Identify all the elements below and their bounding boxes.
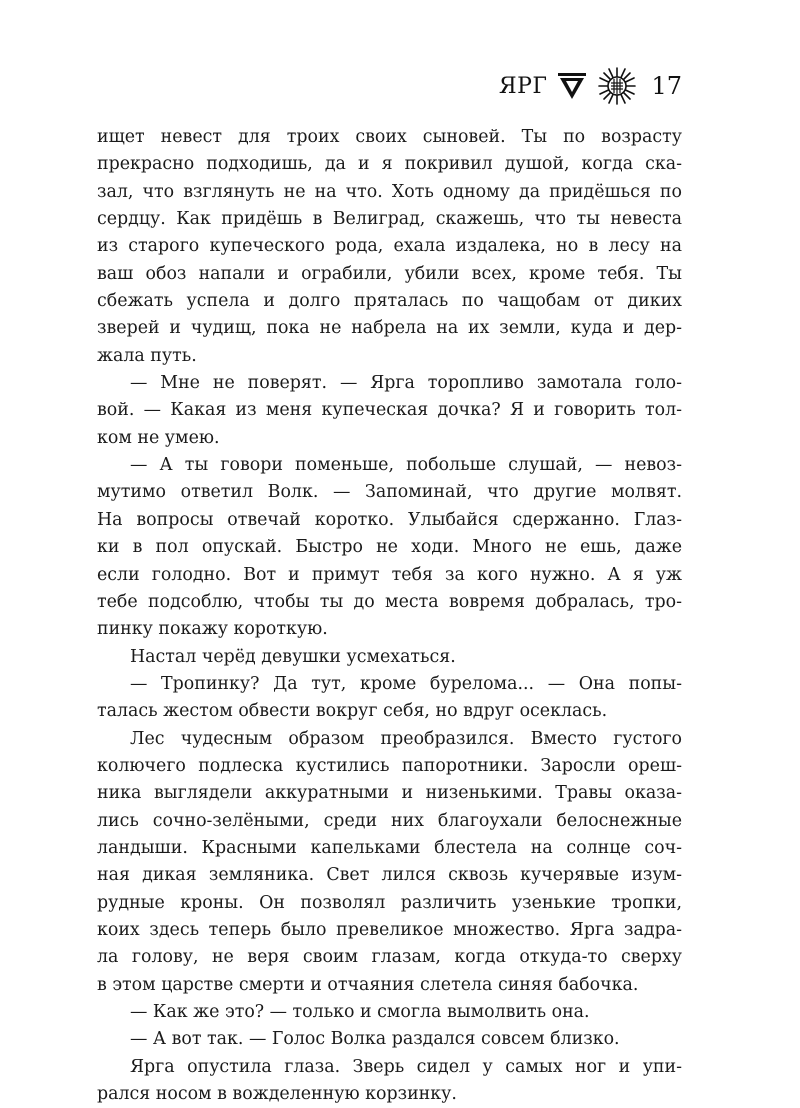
text-line: жала путь.: [97, 345, 197, 366]
page-number: 17: [651, 72, 682, 100]
text-line: ком не умею.: [97, 427, 220, 448]
header-title: ЯРГ: [498, 73, 548, 99]
text-line: — Мне не поверят. — Ярга торопливо замотала голо-: [130, 373, 682, 394]
text-line: колючего подлеска кустились папоротники. Заросли ореш-: [97, 755, 682, 776]
text-line: лись сочно-зелёными, среди них благоухали белоснежные: [97, 810, 682, 831]
text-line: из старого купеческого рода, ехала издалека, но в лесу на: [97, 236, 682, 257]
text-line: коих здесь теперь было превеликое множество. Ярга задра-: [97, 919, 682, 940]
text-line: пинку покажу короткую.: [97, 619, 328, 640]
text-line: талась жестом обвести вокруг себя, но вдруг осеклась.: [97, 701, 608, 722]
text-line: — А ты говори поменьше, побольше слушай, — невоз-: [130, 455, 682, 476]
text-line: ваш обоз напали и ограбили, убили всех, кроме тебя. Ты: [97, 263, 682, 284]
text-line: зверей и чудищ, пока не набрела на их земли, куда и дер-: [97, 318, 682, 339]
body-text: [97, 124, 682, 1108]
text-line: На вопросы отвечай коротко. Улыбайся сдержанно. Глаз-: [97, 509, 682, 530]
text-line: Лес чудесным образом преобразился. Вместо густого: [130, 728, 682, 749]
text-line: ная дикая земляника. Свет лился сквозь кучерявые изум-: [97, 865, 682, 886]
text-line: сбежать успела и долго пряталась по чащобам от диких: [97, 291, 682, 312]
text-line: мутимо ответил Волк. — Запоминай, что другие молвят.: [97, 482, 682, 503]
text-line: рался носом в вожделенную корзинку.: [97, 1084, 457, 1105]
text-line: рудные кроны. Он позволял различить узенькие тропки,: [97, 892, 682, 913]
text-line: в этом царстве смерти и отчаяния слетела синяя бабочка.: [97, 974, 639, 995]
text-line: — А вот так. — Голос Волка раздался совсем близко.: [130, 1029, 620, 1050]
sun-emblem-icon: [597, 66, 637, 106]
text-line: зал, что взглянуть не на что. Хоть одному да придёшься по: [97, 181, 682, 202]
text-line: прекрасно подходишь, да и я покривил душой, когда ска-: [97, 154, 682, 175]
text-line: Ярга опустила глаза. Зверь сидел у самых ног и упи-: [130, 1056, 682, 1077]
text-line: сердцу. Как придёшь в Велиград, скажешь, что ты невеста: [97, 209, 682, 230]
triangle-emblem-icon: [557, 72, 587, 100]
text-line: вой. — Какая из меня купеческая дочка? Я и говорить тол-: [97, 400, 682, 421]
text-line: тебе подсоблю, чтобы ты до места вовремя добралась, тро-: [97, 591, 682, 612]
text-line: ла голову, не веря своим глазам, когда откуда-то сверху: [97, 947, 682, 968]
running-header: [499, 66, 682, 106]
text-line: ника выглядели аккуратными и низенькими. Травы оказа-: [97, 783, 682, 804]
text-line: если голодно. Вот и примут тебя за кого нужно. А я уж: [97, 564, 682, 585]
text-line: ищет невест для троих своих сыновей. Ты по возрасту: [97, 127, 682, 147]
text-line: — Как же это? — только и смогла вымолвить она.: [130, 1002, 590, 1022]
text-line: Настал черёд девушки усмехаться.: [130, 646, 456, 667]
text-line: — Тропинку? Да тут, кроме бурелома... — Она попы-: [130, 673, 682, 694]
text-line: ки в пол опускай. Быстро не ходи. Много не ешь, даже: [97, 537, 682, 558]
text-line: ландыши. Красными капельками блестела на солнце соч-: [97, 837, 682, 858]
